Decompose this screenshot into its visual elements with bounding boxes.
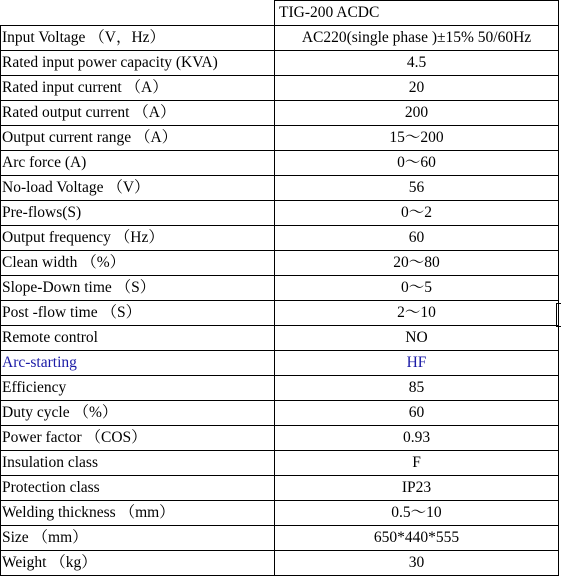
- spec-label: Post -flow time （S）: [1, 301, 275, 326]
- spec-value: 0～60: [275, 151, 559, 176]
- spec-value: 60: [275, 401, 559, 426]
- spec-value: NO: [275, 326, 559, 351]
- spec-value: 0～2: [275, 201, 559, 226]
- spec-label: Pre-flows(S): [1, 201, 275, 226]
- spec-row: [1, 426, 559, 451]
- spec-table-body: [1, 1, 559, 576]
- spec-label: Arc-starting: [1, 351, 275, 376]
- model-name: TIG-200 ACDC: [275, 1, 559, 26]
- spec-value: 4.5: [275, 51, 559, 76]
- spec-label: Output current range （A）: [1, 126, 275, 151]
- spec-label: Rated input power capacity (KVA): [1, 51, 275, 76]
- spec-row: [1, 76, 559, 101]
- spec-value: AC220(single phase )±15% 50/60Hz: [275, 26, 559, 51]
- spec-value: 0～5: [275, 276, 559, 301]
- spec-row: [1, 501, 559, 526]
- spec-label: Welding thickness （mm）: [1, 501, 275, 526]
- spec-row: [1, 51, 559, 76]
- spec-label: Slope-Down time （S）: [1, 276, 275, 301]
- spec-row: [1, 226, 559, 251]
- spec-label: Arc force (A): [1, 151, 275, 176]
- spec-row: [1, 126, 559, 151]
- spec-row: [1, 151, 559, 176]
- spec-label: Rated output current （A）: [1, 101, 275, 126]
- spec-label: Size （mm）: [1, 526, 275, 551]
- spec-row: [1, 551, 559, 576]
- spec-row: [1, 326, 559, 351]
- spec-value: 650*440*555: [275, 526, 559, 551]
- spec-value: 15～200: [275, 126, 559, 151]
- spec-label: Clean width （%）: [1, 251, 275, 276]
- spec-value: 0.5～10: [275, 501, 559, 526]
- spec-label: No-load Voltage （V）: [1, 176, 275, 201]
- header-blank-cell: [1, 1, 275, 26]
- spec-label: Weight （kg）: [1, 551, 275, 576]
- spec-row: [1, 301, 559, 326]
- spec-row: [1, 176, 559, 201]
- spec-label: Input Voltage （V，Hz）: [1, 26, 275, 51]
- spec-value: F: [275, 451, 559, 476]
- spec-value: 2～10: [275, 301, 559, 326]
- spec-label: Insulation class: [1, 451, 275, 476]
- spec-row: [1, 351, 559, 376]
- spec-value: 20: [275, 76, 559, 101]
- spec-row: [1, 401, 559, 426]
- spec-label: Duty cycle （%）: [1, 401, 275, 426]
- spec-row: [1, 26, 559, 51]
- spec-row: [1, 476, 559, 501]
- spec-row: [1, 451, 559, 476]
- spec-value: IP23: [275, 476, 559, 501]
- spec-value: 0.93: [275, 426, 559, 451]
- spec-value: 60: [275, 226, 559, 251]
- spec-label: Rated input current （A）: [1, 76, 275, 101]
- spec-value: 20～80: [275, 251, 559, 276]
- spec-value: 30: [275, 551, 559, 576]
- spec-value: 56: [275, 176, 559, 201]
- spec-row: [1, 251, 559, 276]
- spec-value: 85: [275, 376, 559, 401]
- spec-label: Remote control: [1, 326, 275, 351]
- spec-row: [1, 201, 559, 226]
- spec-row: [1, 376, 559, 401]
- spec-value: HF: [275, 351, 559, 376]
- spec-value: 200: [275, 101, 559, 126]
- spec-label: Protection class: [1, 476, 275, 501]
- spec-label: Efficiency: [1, 376, 275, 401]
- spec-label: Output frequency （Hz）: [1, 226, 275, 251]
- spec-row: [1, 101, 559, 126]
- header-row: [1, 1, 559, 26]
- spec-row: [1, 276, 559, 301]
- spec-label: Power factor （COS）: [1, 426, 275, 451]
- cell-cursor-marker: [556, 303, 561, 327]
- spec-row: [1, 526, 559, 551]
